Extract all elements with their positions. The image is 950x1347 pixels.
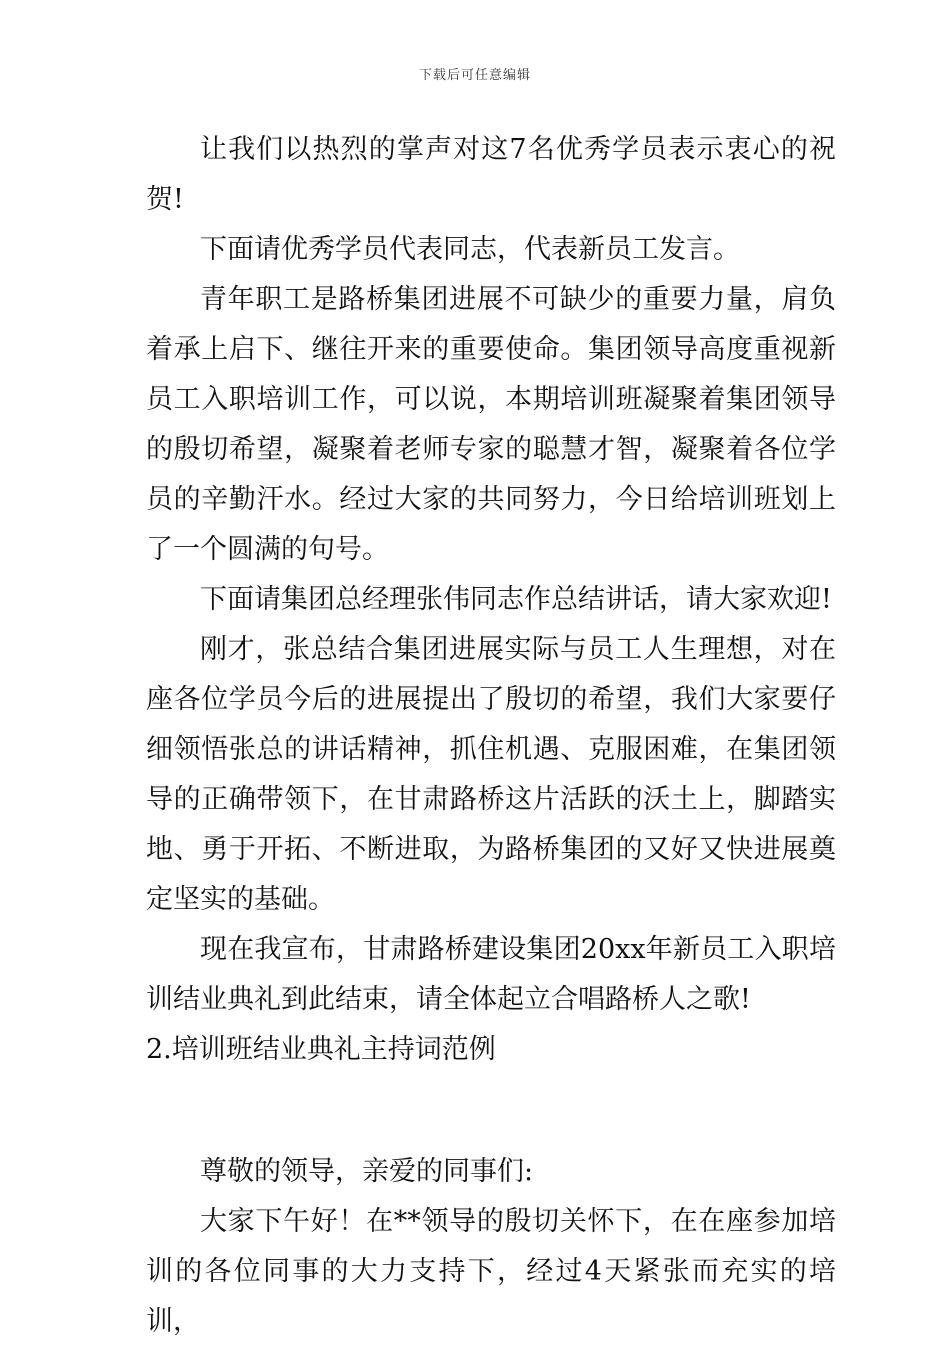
paragraph: 青年职工是路桥集团进展不可缺少的重要力量，肩负着承上启下、继往开来的重要使命。集团领导高度重视新员工入职培训工作，可以说，本期培训班凝聚着集团领导的殷切希望，凝聚着老师专家的聪慧才智，凝聚着各位学员的辛勤汗水。经过大家的共同努力，今日给培训班划上了一个圆满的句号。: [146, 284, 836, 565]
blank-line: [146, 1075, 836, 1147]
document-body: [146, 125, 836, 1347]
paragraph: 下面请优秀学员代表同志，代表新员工发言。: [200, 234, 740, 265]
page-header-note: 下载后可任意编辑: [418, 68, 531, 83]
paragraph: 下面请集团总经理张伟同志作总结讲话，请大家欢迎!: [200, 584, 832, 615]
section-heading: 2.培训班结业典礼主持词范例: [146, 1034, 496, 1065]
salutation: 尊敬的领导，亲爱的同事们:: [200, 1156, 534, 1187]
paragraph: 现在我宣布，甘肃路桥建设集团20xx年新员工入职培训结业典礼到此结束，请全体起立合唱路桥人之歌!: [146, 934, 836, 1015]
paragraph: 刚才，张总结合集团进展实际与员工人生理想，对在座各位学员今后的进展提出了殷切的希望，我们大家要仔细领悟张总的讲话精神，抓住机遇、克服困难，在集团领导的正确带领下，在甘肃路桥这片活跃的沃土上，脚踏实地、勇于开拓、不断进取，为路桥集团的又好又快进展奠定坚实的基础。: [146, 634, 836, 915]
paragraph: 大家下午好！在**领导的殷切关怀下，在在座参加培训的各位同事的大力支持下，经过4天紧张而充实的培训，: [146, 1206, 836, 1337]
paragraph: 让我们以热烈的掌声对这7名优秀学员表示衷心的祝贺!: [146, 134, 836, 215]
